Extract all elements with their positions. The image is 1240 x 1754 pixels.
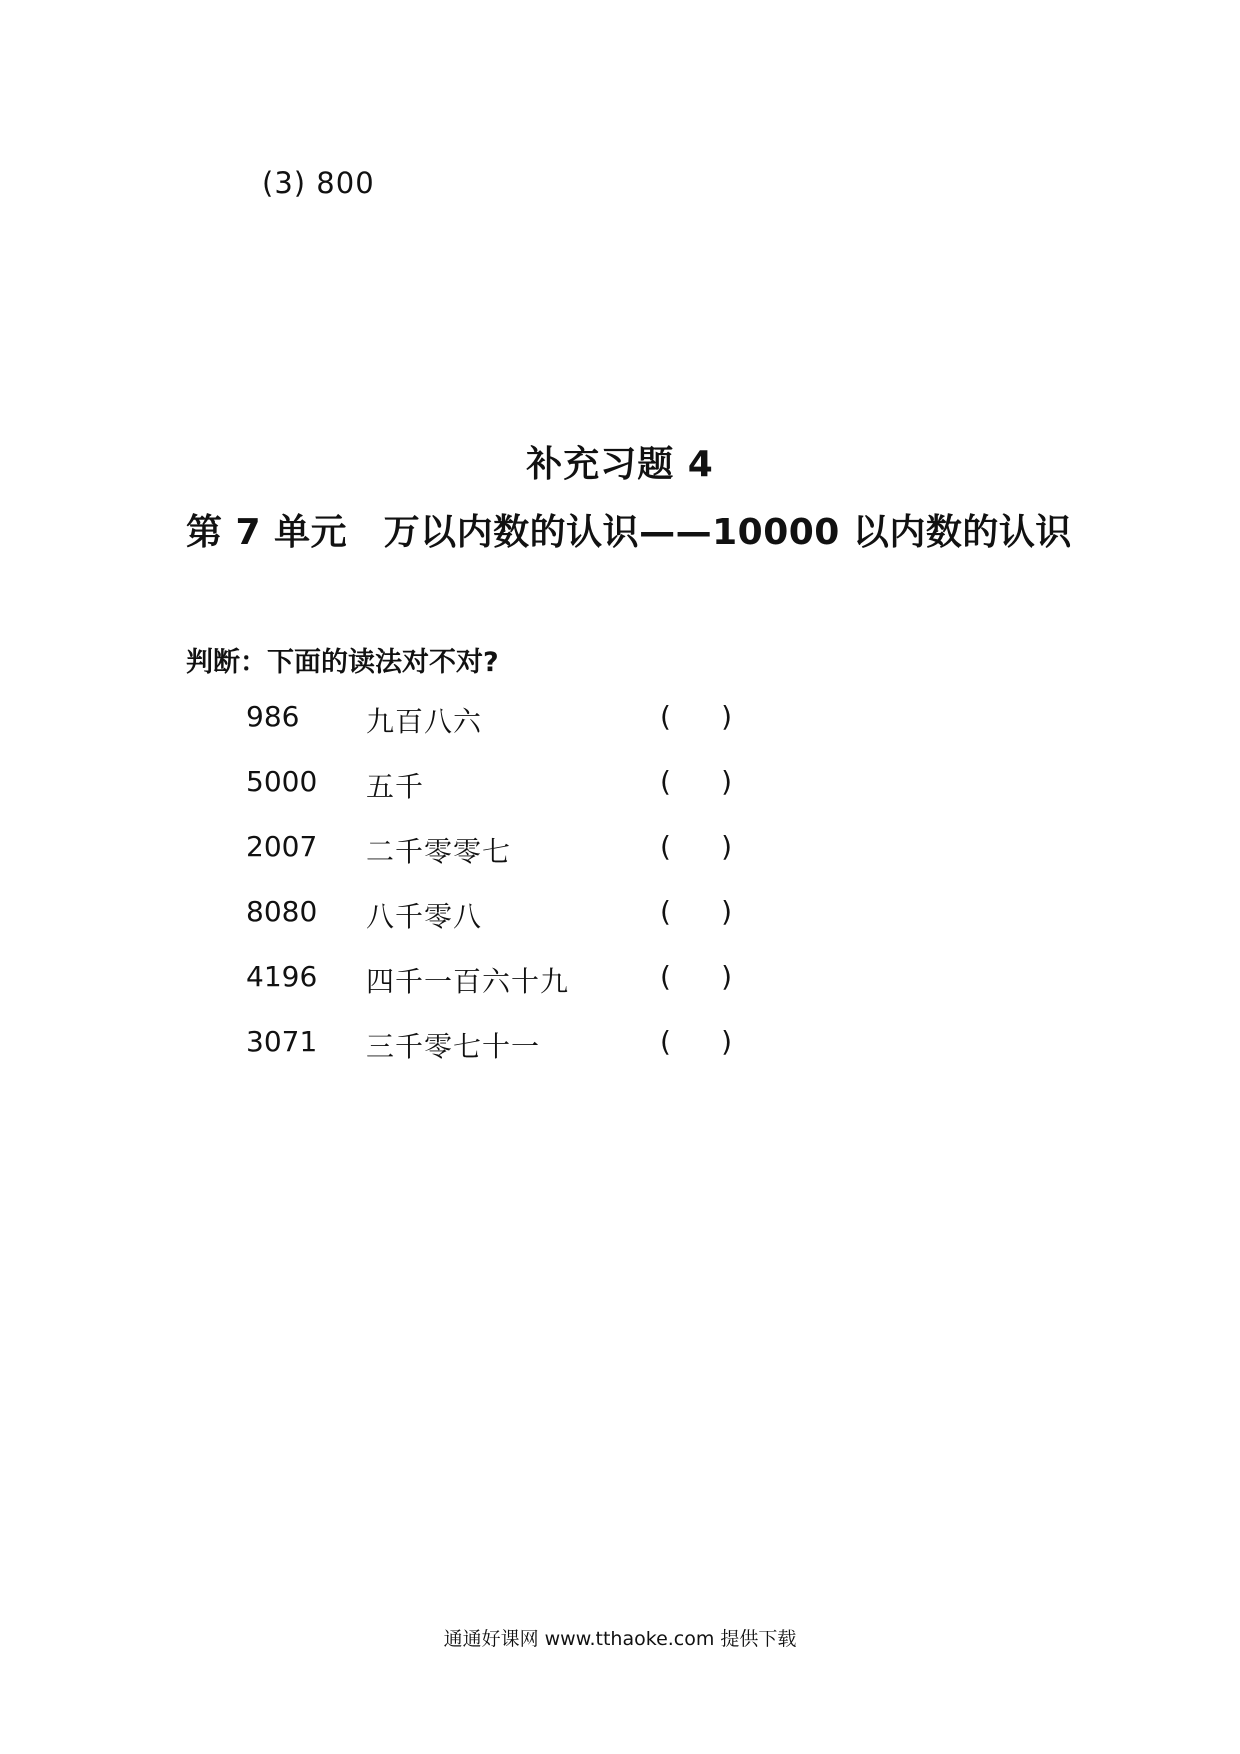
answer-blank[interactable]: [660, 700, 732, 733]
exercise-title: 补充习题 4: [526, 444, 714, 485]
question-prompt: 判断：下面的读法对不对?: [186, 647, 499, 678]
number-reading: 三千零七十一: [366, 1030, 541, 1063]
answer-blank[interactable]: [660, 895, 732, 928]
number-value: 986: [246, 700, 300, 733]
answer-blank[interactable]: [660, 960, 732, 993]
number-value: 5000: [246, 765, 318, 798]
judgement-row: [0, 765, 1240, 830]
close-paren: ): [721, 830, 732, 863]
previous-answer: (3) 800: [262, 166, 375, 200]
judgement-row: [0, 830, 1240, 895]
answer-blank[interactable]: [660, 765, 732, 798]
close-paren: ): [721, 1025, 732, 1058]
judgement-row: [0, 700, 1240, 765]
judgement-list: [0, 700, 1240, 1090]
open-paren: (: [660, 700, 671, 733]
judgement-row: [0, 1025, 1240, 1090]
open-paren: (: [660, 895, 671, 928]
open-paren: (: [660, 960, 671, 993]
number-reading: 九百八六: [366, 705, 483, 738]
open-paren: (: [660, 765, 671, 798]
number-reading: 五千: [366, 770, 425, 803]
unit-subtitle: 第 7 单元 万以内数的认识——10000 以内数的认识: [186, 512, 1072, 553]
number-value: 8080: [246, 895, 318, 928]
number-reading: 四千一百六十九: [366, 965, 570, 998]
close-paren: ): [721, 895, 732, 928]
page-footer: 通通好课网 www.tthaoke.com 提供下载: [443, 1628, 797, 1650]
judgement-row: [0, 960, 1240, 1025]
close-paren: ): [721, 960, 732, 993]
open-paren: (: [660, 1025, 671, 1058]
number-value: 2007: [246, 830, 318, 863]
judgement-row: [0, 895, 1240, 960]
answer-blank[interactable]: [660, 1025, 732, 1058]
answer-blank[interactable]: [660, 830, 732, 863]
number-reading: 二千零零七: [366, 835, 512, 868]
number-value: 3071: [246, 1025, 318, 1058]
open-paren: (: [660, 830, 671, 863]
number-reading: 八千零八: [366, 900, 483, 933]
close-paren: ): [721, 700, 732, 733]
number-value: 4196: [246, 960, 318, 993]
close-paren: ): [721, 765, 732, 798]
